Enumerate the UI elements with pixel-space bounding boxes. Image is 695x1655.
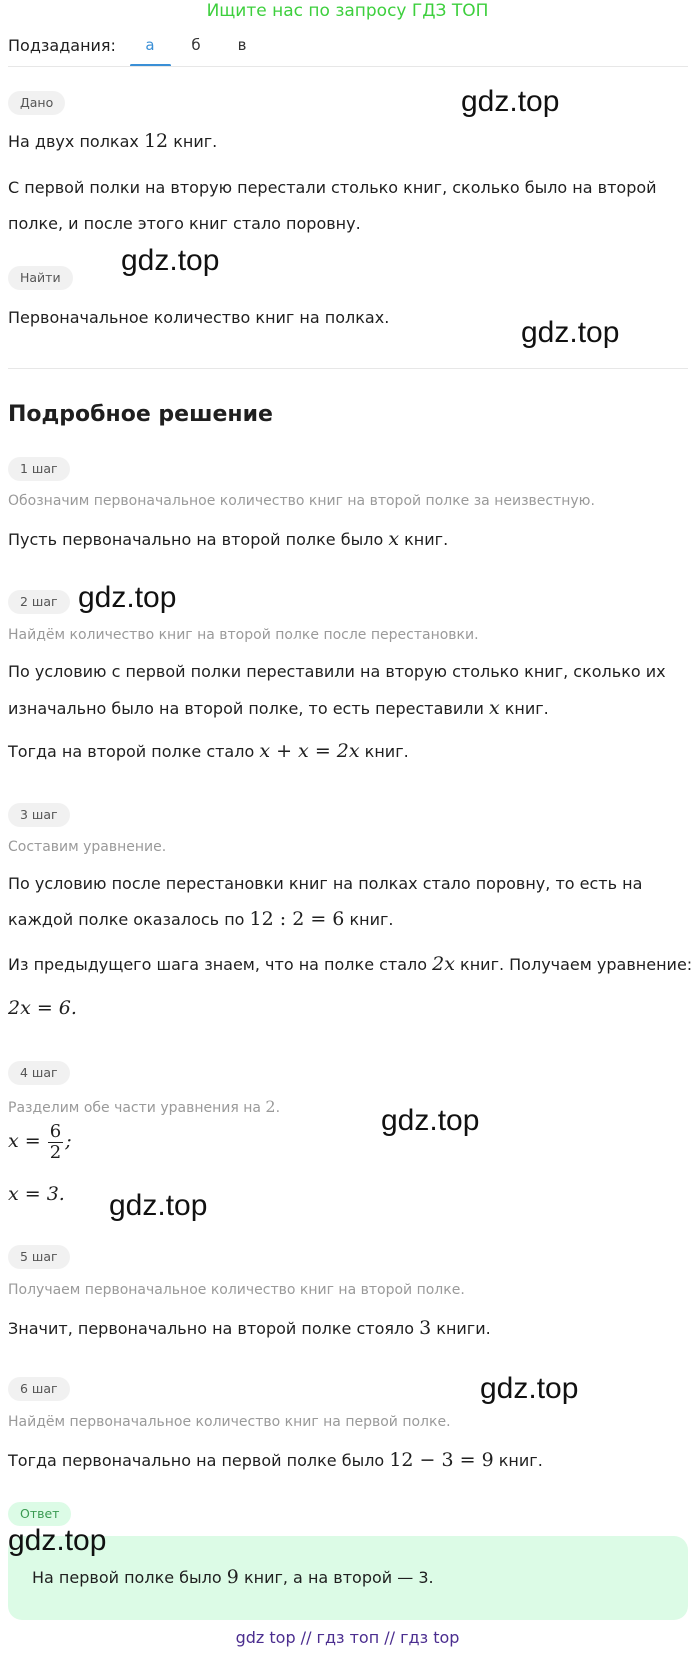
step-6-text: Тогда первоначально на первой полке было 12 − 3 = 9 книг. xyxy=(8,1449,543,1471)
find-badge: Найти xyxy=(8,266,73,290)
step-1-badge: 1 шаг xyxy=(8,457,70,481)
step-6-hint: Найдём первоначальное количество книг на первой полке. xyxy=(8,1414,451,1430)
step-3-line-1: По условию после перестановки книг на полках стало поровну, то есть на xyxy=(8,874,643,893)
given-line-1: На двух полках 12 книг. xyxy=(8,130,218,152)
tab-a[interactable]: а xyxy=(145,36,155,54)
answer-badge: Ответ xyxy=(8,1502,71,1526)
watermark: gdz.top xyxy=(78,581,177,614)
step-5-hint: Получаем первоначальное количество книг на второй полке. xyxy=(8,1282,465,1298)
step-2-badge: 2 шаг xyxy=(8,590,70,614)
given-line-2a: С первой полки на вторую перестали столько книг, сколько было на второй xyxy=(8,178,657,197)
solution-heading: Подробное решение xyxy=(8,402,273,427)
step-2-line-2: изначально было на второй полке, то есть переставили x книг. xyxy=(8,697,549,719)
step-3-line-3: Из предыдущего шага знаем, что на полке стало 2x книг. Получаем уравнение: xyxy=(8,953,693,975)
find-text: Первоначальное количество книг на полках. xyxy=(8,308,390,327)
step-3-equation: 2x = 6. xyxy=(8,997,77,1019)
step-4-badge: 4 шаг xyxy=(8,1061,70,1085)
step-3-line-2: каждой полке оказалось по 12 : 2 = 6 книг. xyxy=(8,908,394,930)
step-4-fraction: x = $\frac{6}{2}$ ; xyxy=(8,1121,72,1163)
step-3-badge: 3 шаг xyxy=(8,803,70,827)
section-divider xyxy=(8,368,688,369)
step-6-badge: 6 шаг xyxy=(8,1377,70,1401)
step-2-hint: Найдём количество книг на второй полке после перестановки. xyxy=(8,627,479,643)
watermark: gdz.top xyxy=(461,85,560,118)
step-5-text: Значит, первоначально на второй полке стояло 3 книги. xyxy=(8,1317,491,1339)
tabs-divider xyxy=(8,66,688,67)
watermark: gdz.top xyxy=(8,1524,107,1557)
tab-v[interactable]: в xyxy=(237,36,247,54)
subtasks-label: Подзадания: xyxy=(8,36,116,55)
fraction: $\frac{6}{2}$ xyxy=(49,1121,62,1163)
given-badge: Дано xyxy=(8,91,65,115)
step-1-text: Пусть первоначально на второй полке было x книг. xyxy=(8,528,449,550)
watermark: gdz.top xyxy=(381,1104,480,1137)
search-banner: Ищите нас по запросу ГДЗ ТОП xyxy=(206,1,489,21)
watermark: gdz.top xyxy=(480,1372,579,1405)
watermark: gdz.top xyxy=(121,244,220,277)
step-4-result: x = 3. xyxy=(8,1183,65,1205)
tab-b[interactable]: б xyxy=(191,36,201,54)
watermark: gdz.top xyxy=(521,316,620,349)
step-5-badge: 5 шаг xyxy=(8,1245,70,1269)
given-line-2b: полке, и после этого книг стало поровну. xyxy=(8,214,361,233)
footer-links[interactable]: gdz top // гдз топ // гдз top xyxy=(235,1628,460,1647)
step-2-line-3: Тогда на второй полке стало x + x = 2x книг. xyxy=(8,740,409,762)
answer-text: На первой полке было 9 книг, а на второй — 3. xyxy=(32,1566,434,1588)
watermark: gdz.top xyxy=(109,1189,208,1222)
step-2-line-1: По условию с первой полки переставили на вторую столько книг, сколько их xyxy=(8,662,666,681)
step-1-hint: Обозначим первоначальное количество книг на второй полке за неизвестную. xyxy=(8,493,595,509)
step-4-hint: Разделим обе части уравнения на 2. xyxy=(8,1097,281,1116)
step-3-hint: Составим уравнение. xyxy=(8,839,167,855)
